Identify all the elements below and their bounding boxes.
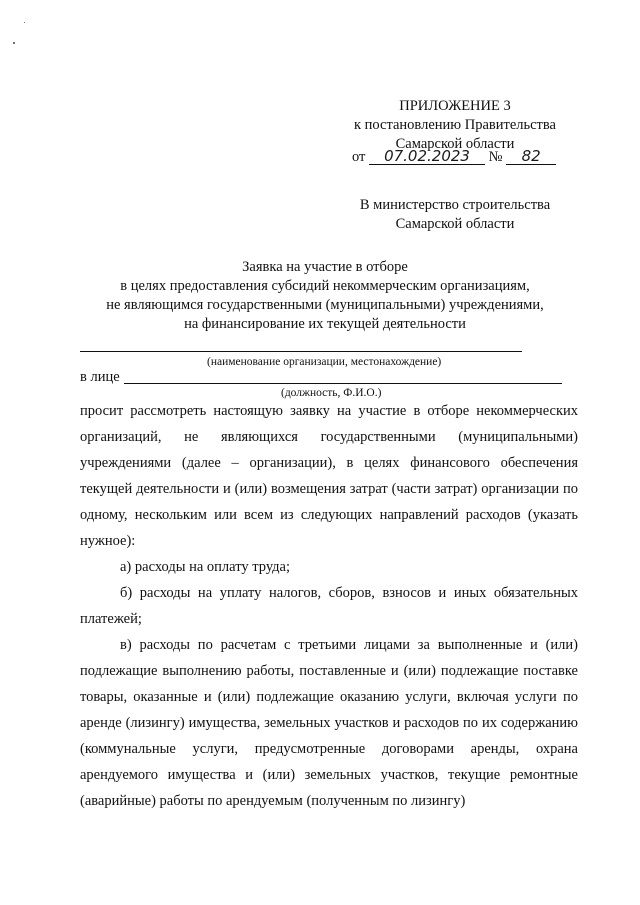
resolution-date-number [352,148,556,166]
title-line3: не являющимся государственными (муниципальными) учреждениями, [106,297,544,313]
appendix-region: Самарской области [395,136,515,152]
appendix-header [350,97,560,154]
scan-speck [24,22,25,23]
intro-paragraph: просит рассмотреть настоящую заявку на участие в отборе некоммерческих организаций, не являющихся государственными (муниципальными) учреждениями (далее – организации), в целях финансового обеспечения текущей деятельности и (или) возмещения затрат (части затрат) организации по одному, нескольким или всем из следующих направлений расходов (указать нужное): [80,403,578,549]
expense-item-b: б) расходы на уплату налогов, сборов, взносов и иных обязательных платежей; [80,585,578,627]
addressee-line2: Самарской области [395,216,515,232]
person-field-line [124,383,562,384]
handwritten-date: 07.02.2023 [369,148,485,165]
addressee-line1: В министерство строительства [359,197,551,213]
application-title [60,258,590,334]
handwritten-number: 82 [506,148,556,165]
expense-item-v: в) расходы по расчетам с третьими лицами за выполненные и (или) подлежащие выполнению работы, поставленные и (или) подлежащие поставке товары, оказанные и (или) подлежащие оказанию услуги, включая услуги по аренде (лизингу) имущества, земельных участков и расходов по их содержанию (коммунальные услуги, предусмотренные договорами аренды, охрана арендуемого имущества и (или) земельных участков, текущие ремонтные (аварийные) работы по арендуемым (полученным по лизингу) [80,637,578,809]
person-prefix: в лице [80,369,120,385]
title-line4: на финансирование их текущей деятельности [184,316,466,332]
scan-speck [13,42,15,44]
title-line2: в целях предоставления субсидий некоммерческим организациям, [120,278,530,294]
appendix-title: ПРИЛОЖЕНИЕ 3 [399,98,511,114]
person-caption: (должность, Ф.И.О.) [281,387,382,399]
number-prefix: № [488,149,503,165]
org-name-caption: (наименование организации, местонахождение) [207,356,442,368]
title-line1: Заявка на участие в отборе [242,259,408,275]
org-name-field-line [80,351,522,352]
date-prefix: от [352,149,366,165]
appendix-resolution: к постановлению Правительства [354,117,556,133]
expense-item-a: а) расходы на оплату труда; [120,559,290,575]
application-body [80,398,578,814]
addressee-block [350,196,560,234]
